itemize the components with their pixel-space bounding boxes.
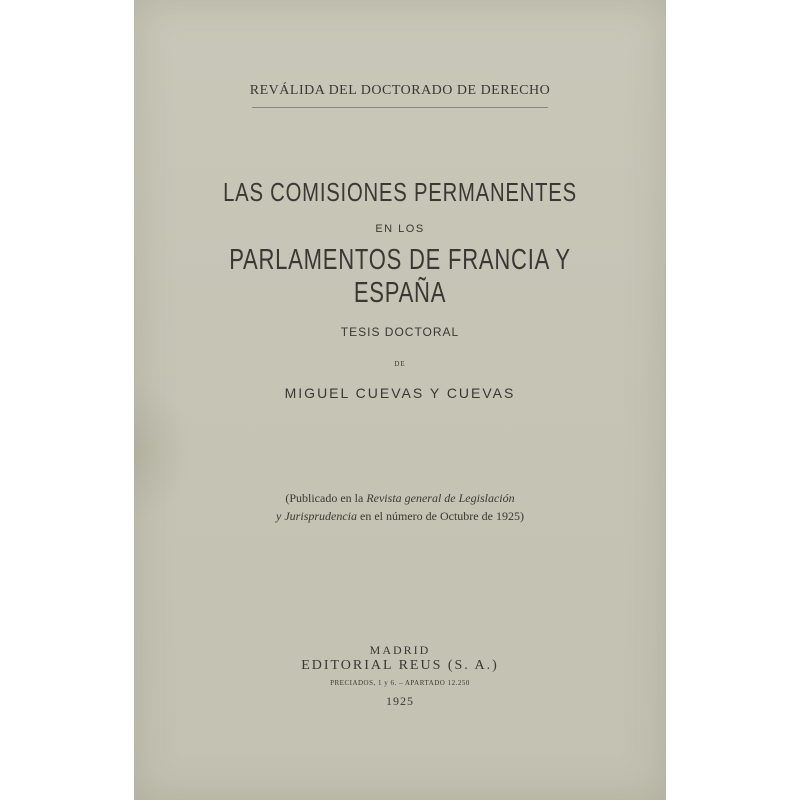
publication-text-2: en el número de Octubre de 1925)	[357, 509, 524, 523]
title-line-2: EN LOS	[375, 223, 425, 235]
title-line-1: LAS COMISIONES PERMANENTES	[223, 177, 577, 207]
by-label: DE	[394, 360, 406, 368]
imprint-publisher: EDITORIAL REUS (S. A.)	[301, 658, 499, 673]
book-cover	[134, 0, 666, 800]
publication-text-1: (Publicado en la	[285, 491, 367, 505]
journal-name-a: Revista general de Legislación	[366, 491, 515, 505]
cover-header: REVÁLIDA DEL DOCTORADO DE DERECHO	[249, 83, 551, 98]
journal-name-b: y Jurisprudencia	[276, 509, 358, 523]
title-line-3: PARLAMENTOS DE FRANCIA Y ESPAÑA	[229, 244, 571, 309]
imprint-city: MADRID	[369, 643, 431, 657]
thesis-label: TESIS DOCTORAL	[340, 325, 460, 339]
imprint-address: PRECIADOS, 1 y 6. – APARTADO 12.250	[330, 679, 470, 687]
header-rule	[252, 107, 548, 108]
author-name: MIGUEL CUEVAS Y CUEVAS	[284, 385, 516, 401]
imprint-year: 1925	[386, 694, 414, 708]
publication-note	[134, 489, 666, 525]
